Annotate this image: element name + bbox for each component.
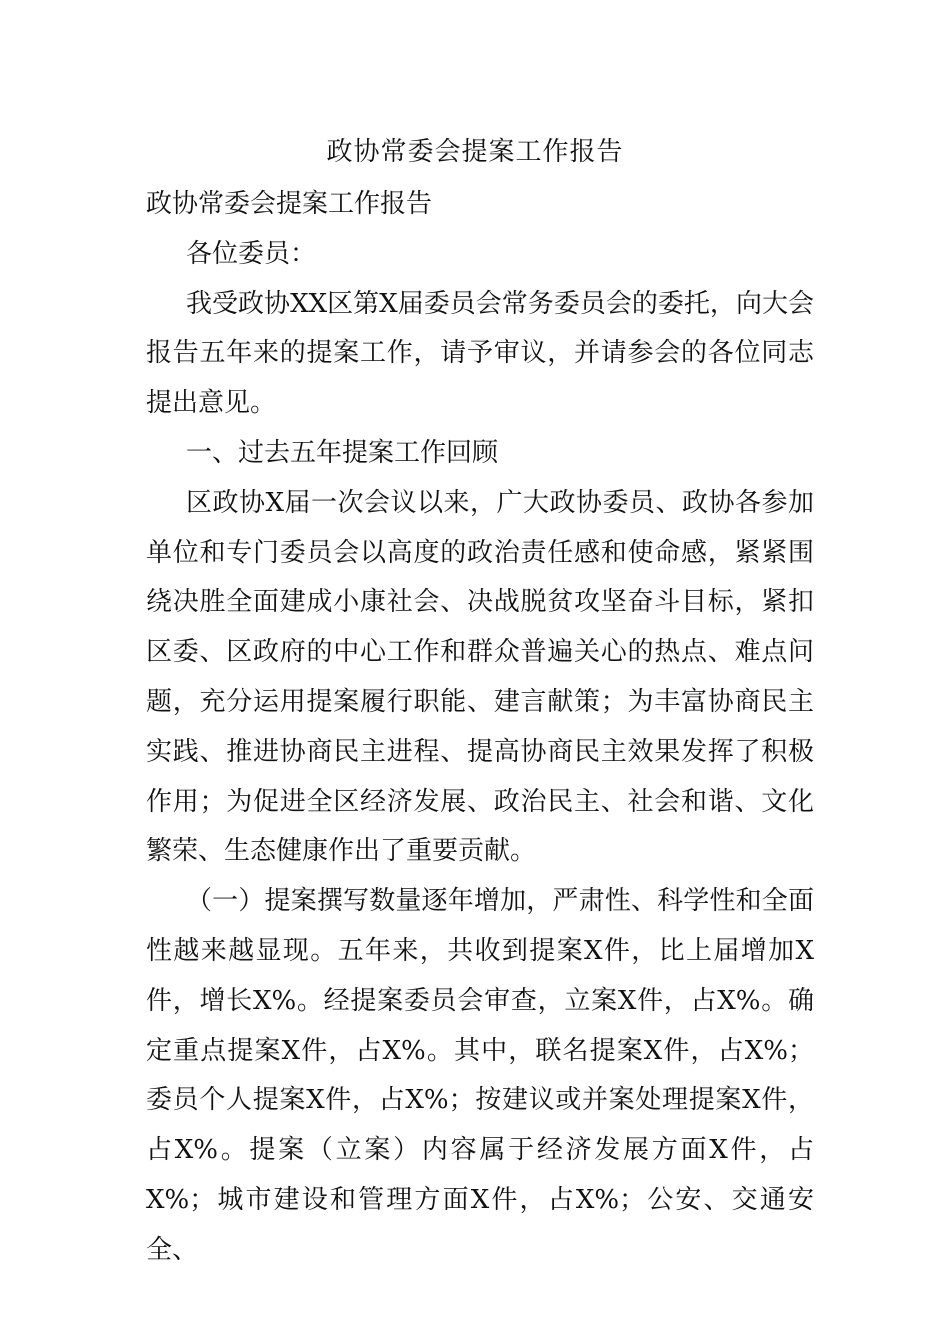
document-subtitle: 政协常委会提案工作报告 [146,189,433,219]
salutation: 各位委员： [186,238,317,269]
section-heading: 一、过去五年提案工作回顾 [186,437,499,468]
document-title: 政协常委会提案工作报告 [326,137,624,167]
paragraph-review: 区政协X届一次会议以来，广大政协委员、政协各参加单位和专门委员会以高度的政治责任感和使命感，紧紧围绕决胜全面建成小康社会、决战脱贫攻坚奋斗目标，紧扣区委、区政府的中心工作和群众普遍关心的热点、难点问题，充分运用提案履行职能、建言献策；为丰富协商民主实践、推进协商民主进程、提高协商民主效果发挥了积极作用；为促进全区经济发展、政治民主、社会和谐、文化繁荣、生态健康作出了重要贡献。 [146,487,814,867]
document-body [146,180,814,1276]
paragraph-proposals: （一）提案撰写数量逐年增加，严肃性、科学性和全面性越来越显现。五年来，共收到提案X件，比上届增加X件，增长X%。经提案委员会审查，立案X件，占X%。确定重点提案X件，占X%。其中，联名提案X件，占X%；委员个人提案X件，占X%；按建议或并案处理提案X件，占X%。提案（立案）内容属于经济发展方面X件，占X%；城市建设和管理方面X件，占X%；公安、交通安全、 [146,886,814,1265]
paragraph-intro: 我受政协XX区第X届委员会常务委员会的委托，向大会报告五年来的提案工作，请予审议，并请参会的各位同志提出意见。 [146,288,814,419]
